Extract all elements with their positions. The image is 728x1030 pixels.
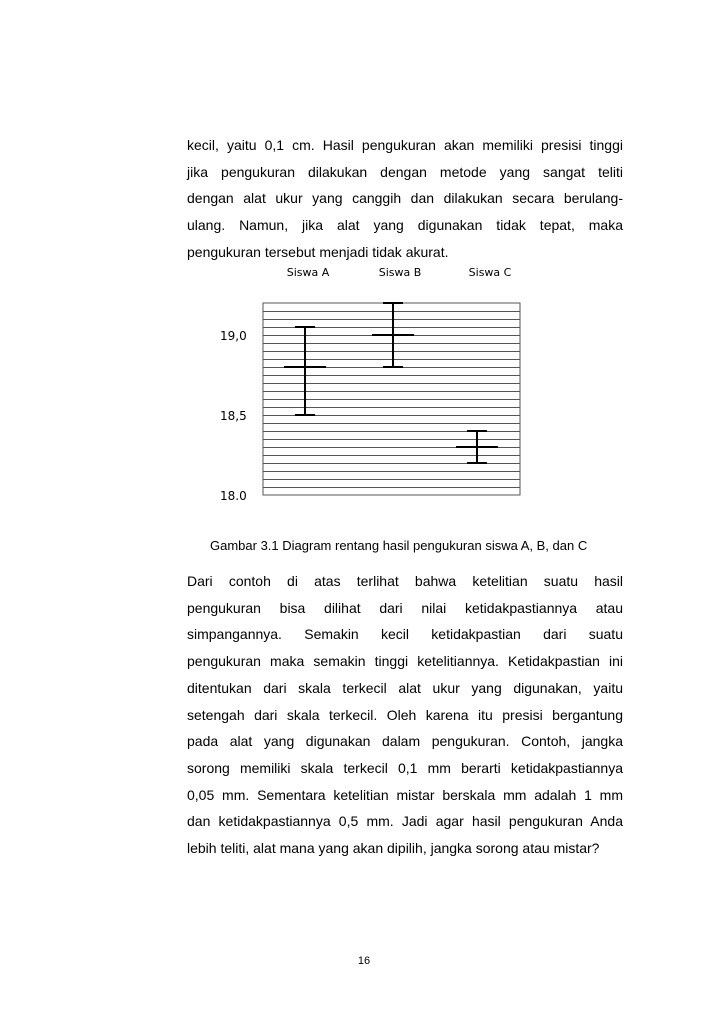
y-tick-label: 19,0 [220,329,247,343]
paragraph-line: setengah dari skala terkecil. Oleh karena itu presisi bergantung [187,706,623,723]
paragraph-line: pada alat yang digunakan dalam pengukuran. Contoh, jangka [187,733,623,750]
page-number: 16 [357,955,371,967]
paragraph-bottom [187,568,623,862]
figure-caption: Gambar 3.1 Diagram rentang hasil pengukuran siswa A, B, dan C [210,538,588,553]
paragraph-line: Dari contoh di atas terlihat bahwa ketelitian suatu hasil [187,573,623,589]
category-label: Siswa C [468,266,512,279]
paragraph-line: simpangannya. Semakin kecil ketidakpastian dari suatu [187,626,623,643]
paragraph-line: jika pengukuran dilakukan dengan metode yang sangat teliti [187,163,623,180]
paragraph-line: lebih teliti, alat mana yang akan dipilih, jangka sorong atau mistar? [187,840,600,857]
y-tick-label: 18.0 [220,489,247,503]
paragraph-line: sorong memiliki skala terkecil 0,1 mm berarti ketidakpastiannya [187,759,623,776]
y-tick-label: 18,5 [220,409,247,423]
paragraph-line: pengukuran maka semakin tinggi ketelitiannya. Ketidakpastian ini [187,653,623,670]
category-label: Siswa A [286,266,330,279]
paragraph-line: ulang. Namun, jika alat yang digunakan tidak tepat, maka [187,217,623,234]
category-label: Siswa B [378,266,422,279]
paragraph-line: dan ketidakpastiannya 0,5 mm. Jadi agar hasil pengukuran Anda [187,813,623,830]
paragraph-line: ditentukan dari skala terkecil alat ukur yang digunakan, yaitu [187,679,623,696]
paragraph-line: pengukuran tersebut menjadi tidak akurat. [187,243,449,260]
paragraph-line: 0,05 mm. Sementara ketelitian mistar berskala mm adalah 1 mm [187,786,623,803]
paragraph-line: pengukuran bisa dilihat dari nilai ketidakpastiannya atau [187,599,623,616]
paragraph-line: kecil, yaitu 0,1 cm. Hasil pengukuran akan memiliki presisi tinggi [187,137,623,153]
paragraph-line: dengan alat ukur yang canggih dan dilakukan secara berulang- [187,190,623,207]
